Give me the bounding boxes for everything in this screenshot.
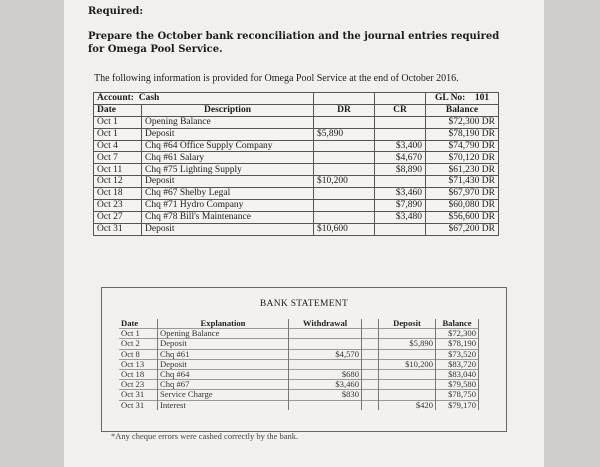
- row-description: Opening Balance: [142, 116, 314, 128]
- bank-col-withdrawal: Withdrawal: [289, 319, 362, 329]
- gl-number: 101: [474, 93, 490, 104]
- row-cr: [375, 128, 426, 140]
- row-balance: $67,200 DR: [426, 223, 499, 235]
- row-cr: $4,670: [375, 152, 426, 164]
- table-row: [94, 176, 499, 188]
- row-dr: [314, 188, 375, 200]
- bank-row-deposit: [379, 329, 436, 339]
- row-description: Chq #61 Salary: [142, 152, 314, 164]
- row-date: Oct 27: [94, 211, 142, 223]
- bank-statement-table: [119, 319, 479, 410]
- row-balance: $60,080 DR: [426, 200, 499, 212]
- bank-row-balance: $79,170: [436, 400, 479, 410]
- row-description: Chq #67 Shelby Legal: [142, 188, 314, 200]
- row-dr: [314, 211, 375, 223]
- row-description: Deposit: [142, 128, 314, 140]
- bank-row-deposit: [379, 369, 436, 379]
- bank-row-balance: $83,040: [436, 369, 479, 379]
- bank-row-withdrawal: $3,460: [289, 380, 362, 390]
- bank-col-date: Date: [119, 319, 158, 329]
- required-heading: Required:: [88, 6, 144, 17]
- bank-row-withdrawal: [289, 339, 362, 349]
- bank-row-deposit: $10,200: [379, 359, 436, 369]
- bank-row-explanation: Chq #64: [158, 369, 289, 379]
- gl-label: GL No:: [435, 93, 466, 104]
- row-cr: $7,890: [375, 200, 426, 212]
- bank-col-deposit: Deposit: [379, 319, 436, 329]
- bank-row-withdrawal: $4,570: [289, 349, 362, 359]
- bank-row-withdrawal: $680: [289, 369, 362, 379]
- bank-row-balance: $79,580: [436, 380, 479, 390]
- row-balance: $70,120 DR: [426, 152, 499, 164]
- row-cr: [375, 176, 426, 188]
- bank-row-deposit: [379, 380, 436, 390]
- bank-row-deposit: [379, 349, 436, 359]
- bank-row-balance: $73,520: [436, 349, 479, 359]
- row-cr: [375, 116, 426, 128]
- row-dr: [314, 164, 375, 176]
- row-date: Oct 23: [94, 200, 142, 212]
- row-dr: $5,890: [314, 128, 375, 140]
- bank-row-date: Oct 1: [119, 329, 158, 339]
- table-row: [94, 128, 499, 140]
- table-row: [94, 152, 499, 164]
- bank-row-deposit: $5,890: [379, 339, 436, 349]
- row-balance: $61,230 DR: [426, 164, 499, 176]
- row-balance: $56,600 DR: [426, 211, 499, 223]
- bank-row-explanation: Chq #61: [158, 349, 289, 359]
- col-dr: DR: [314, 104, 375, 116]
- row-cr: $8,890: [375, 164, 426, 176]
- table-row: [119, 380, 479, 390]
- bank-row-date: Oct 31: [119, 390, 158, 400]
- bank-footnote: *Any cheque errors were cashed correctly by the bank.: [111, 431, 299, 441]
- bank-row-deposit: [379, 390, 436, 400]
- col-balance: Balance: [426, 104, 499, 116]
- row-balance: $67,970 DR: [426, 188, 499, 200]
- row-cr: [375, 223, 426, 235]
- row-dr: [314, 140, 375, 152]
- row-date: Oct 7: [94, 152, 142, 164]
- bank-row-balance: $83,720: [436, 359, 479, 369]
- bank-row-withdrawal: [289, 359, 362, 369]
- row-date: Oct 11: [94, 164, 142, 176]
- bank-row-explanation: Service Charge: [158, 390, 289, 400]
- table-row: [94, 116, 499, 128]
- table-row: [94, 188, 499, 200]
- bank-col-balance: Balance: [436, 319, 479, 329]
- cash-ledger-table: [93, 92, 499, 236]
- table-row: [94, 211, 499, 223]
- row-dr: $10,600: [314, 223, 375, 235]
- instruction-text: Prepare the October bank reconciliation and the journal entries required for Omega Pool Service.: [88, 31, 500, 55]
- row-dr: $10,200: [314, 176, 375, 188]
- bank-row-explanation: Chq #67: [158, 380, 289, 390]
- bank-row-explanation: Opening Balance: [158, 329, 289, 339]
- row-cr: $3,460: [375, 188, 426, 200]
- row-description: Deposit: [142, 176, 314, 188]
- row-description: Chq #75 Lighting Supply: [142, 164, 314, 176]
- bank-row-date: Oct 13: [119, 359, 158, 369]
- table-row: [119, 369, 479, 379]
- table-row: [119, 329, 479, 339]
- row-description: Chq #71 Hydro Company: [142, 200, 314, 212]
- row-cr: $3,480: [375, 211, 426, 223]
- bank-row-date: Oct 23: [119, 380, 158, 390]
- bank-row-withdrawal: [289, 400, 362, 410]
- bank-row-explanation: Deposit: [158, 359, 289, 369]
- bank-row-deposit: $420: [379, 400, 436, 410]
- row-balance: $74,790 DR: [426, 140, 499, 152]
- bank-row-date: Oct 31: [119, 400, 158, 410]
- row-dr: [314, 116, 375, 128]
- col-cr: CR: [375, 104, 426, 116]
- bank-row-explanation: Interest: [158, 400, 289, 410]
- row-dr: [314, 200, 375, 212]
- bank-statement-box: [101, 287, 507, 432]
- table-row: [94, 223, 499, 235]
- row-date: Oct 4: [94, 140, 142, 152]
- row-date: Oct 1: [94, 128, 142, 140]
- ledger-header-row: [94, 104, 499, 116]
- bank-statement-title: BANK STATEMENT: [259, 299, 349, 309]
- table-row: [94, 200, 499, 212]
- row-dr: [314, 152, 375, 164]
- bank-row-withdrawal: [289, 329, 362, 339]
- bank-header-row: [119, 319, 479, 329]
- table-row: [94, 140, 499, 152]
- row-description: Chq #64 Office Supply Company: [142, 140, 314, 152]
- row-date: Oct 12: [94, 176, 142, 188]
- col-description: Description: [142, 104, 314, 116]
- table-row: [119, 390, 479, 400]
- bank-row-balance: $78,750: [436, 390, 479, 400]
- row-description: Chq #78 Bill's Maintenance: [142, 211, 314, 223]
- account-label: Account:: [97, 93, 134, 104]
- table-row: [119, 349, 479, 359]
- bank-row-balance: $72,300: [436, 329, 479, 339]
- table-row: [119, 400, 479, 410]
- account-name: Cash: [138, 93, 160, 104]
- row-date: Oct 1: [94, 116, 142, 128]
- table-row: [94, 164, 499, 176]
- info-text: The following information is provided for Omega Pool Service at the end of October 2016.: [94, 73, 459, 84]
- row-balance: $72,300 DR: [426, 116, 499, 128]
- ledger-account-row: [94, 93, 499, 105]
- bank-row-balance: $78,190: [436, 339, 479, 349]
- bank-row-date: Oct 18: [119, 369, 158, 379]
- col-date: Date: [94, 104, 142, 116]
- row-date: Oct 18: [94, 188, 142, 200]
- table-row: [119, 339, 479, 349]
- row-date: Oct 31: [94, 223, 142, 235]
- row-balance: $71,430 DR: [426, 176, 499, 188]
- table-row: [119, 359, 479, 369]
- row-cr: $3,400: [375, 140, 426, 152]
- row-balance: $78,190 DR: [426, 128, 499, 140]
- bank-row-date: Oct 2: [119, 339, 158, 349]
- bank-row-explanation: Deposit: [158, 339, 289, 349]
- bank-row-withdrawal: $830: [289, 390, 362, 400]
- bank-row-date: Oct 8: [119, 349, 158, 359]
- row-description: Deposit: [142, 223, 314, 235]
- bank-col-explanation: Explanation: [200, 318, 246, 329]
